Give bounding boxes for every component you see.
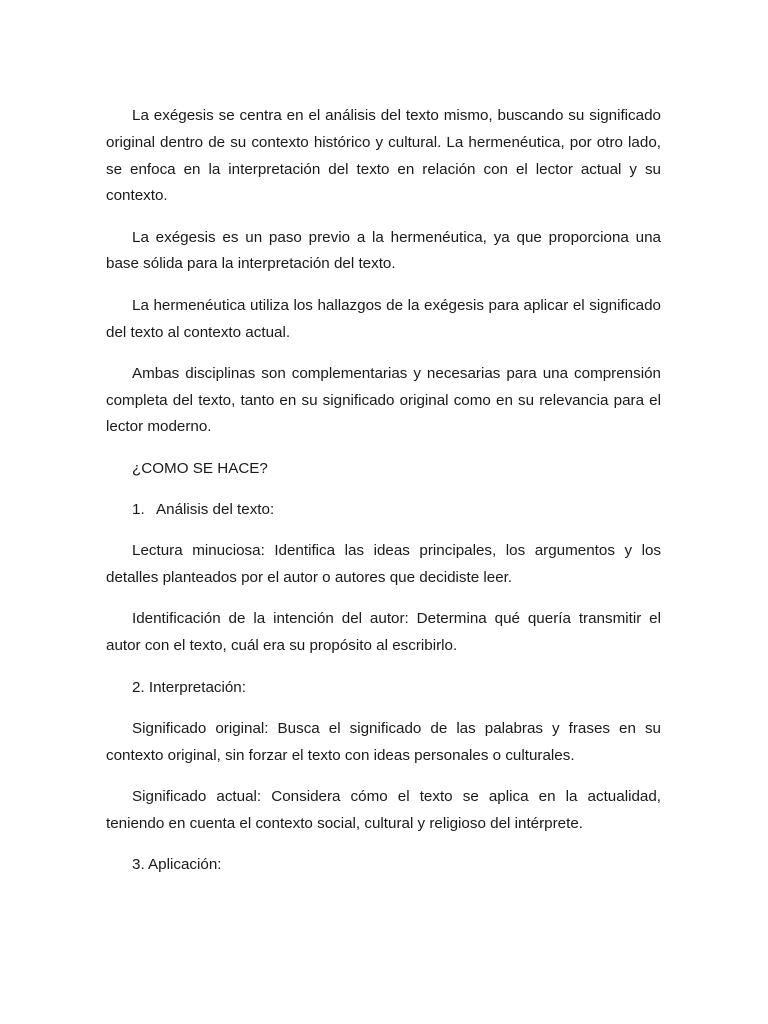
step-1-heading [106,497,661,524]
paragraph-hermeneutica-hallazgos: La hermenéutica utiliza los hallazgos de la exégesis para aplicar el significado del texto al contexto actual. [106,296,661,341]
step-2-heading: 2. Interpretación: [132,678,246,696]
step-1-number: 1. [132,501,145,519]
paragraph-complementarias: Ambas disciplinas son complementarias y necesarias para una comprensión completa del texto, tanto en su significado original como en su relevancia para el lector moderno. [106,364,661,436]
step-1-title: Análisis del texto: [156,501,275,519]
paragraph-lectura-minuciosa: Lectura minuciosa: Identifica las ideas principales, los argumentos y los detalles planteados por el autor o autores que decidiste leer. [106,542,661,587]
paragraph-intencion-autor: Identificación de la intención del autor: Determina qué quería transmitir el autor con el texto, cuál era su propósito al escribirlo. [106,610,661,655]
step-3-heading: 3. Aplicación: [132,856,222,874]
paragraph-significado-actual: Significado actual: Considera cómo el texto se aplica en la actualidad, teniendo en cuenta el contexto social, cultural y religioso del intérprete. [106,787,661,832]
paragraph-exegesis-previa: La exégesis es un paso previo a la hermenéutica, ya que proporciona una base sólida para la interpretación del texto. [106,228,661,273]
paragraph-significado-original: Significado original: Busca el significado de las palabras y frases en su contexto original, sin forzar el texto con ideas personales o culturales. [106,719,661,764]
document-body [106,103,661,893]
paragraph-exegesis-vs-hermeneutica: La exégesis se centra en el análisis del texto mismo, buscando su significado original dentro de su contexto histórico y cultural. La hermenéutica, por otro lado, se enfoca en la interpretación del texto en relación con el lector actual y su contexto. [106,107,661,205]
section-heading: ¿COMO SE HACE? [132,459,268,477]
